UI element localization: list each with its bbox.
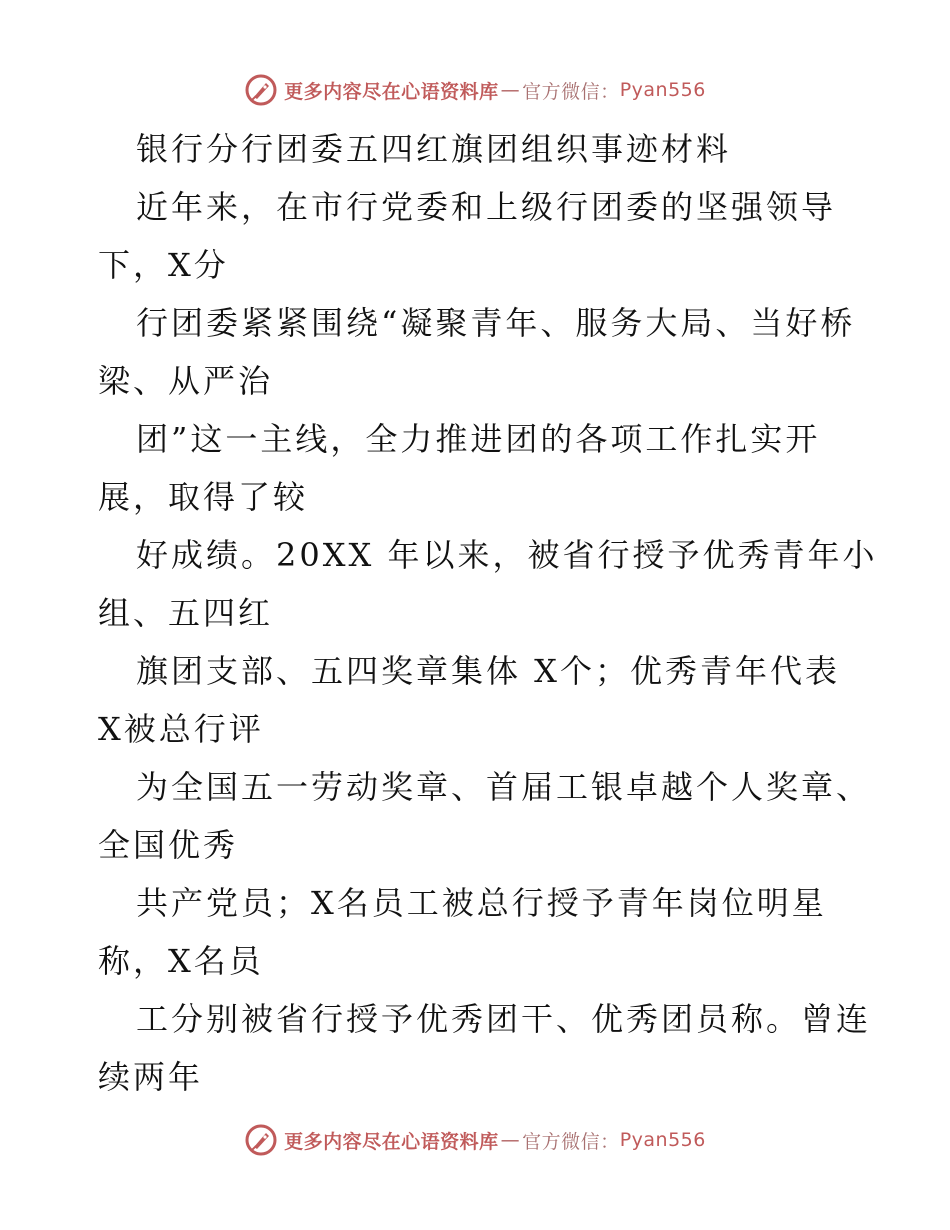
text-line: 下，X分 — [98, 246, 229, 284]
text-line: X被总行评 — [98, 710, 264, 748]
text-line: 续两年 — [98, 1058, 204, 1096]
text-line: 行团委紧紧围绕“凝聚青年、服务大局、当好桥 — [136, 304, 856, 342]
watermark-dash: — — [500, 1129, 521, 1151]
text-line: 好成绩。20XX 年以来，被省行授予优秀青年小 — [136, 536, 878, 574]
text-line: 展，取得了较 — [98, 478, 309, 516]
text-line: 为全国五一劳动奖章、首届工银卓越个人奖章、 — [136, 768, 872, 806]
text-line: 共产党员；X名员工被总行授予青年岗位明星 — [136, 884, 827, 922]
text-line: 称，X名员 — [98, 942, 264, 980]
header-watermark — [0, 70, 950, 110]
text-line: 近年来，在市行党委和上级行团委的坚强领导 — [136, 188, 837, 226]
text-line: 旗团支部、五四奖章集体 X个；优秀青年代表 — [136, 652, 840, 690]
watermark-dash: — — [500, 79, 521, 101]
text-line: 团”这一主线，全力推进团的各项工作扎实开 — [136, 420, 821, 458]
document-body — [98, 120, 888, 1106]
watermark-wechat-id: Pyan556 — [619, 79, 706, 101]
pen-nib-seal-icon — [244, 1123, 278, 1157]
watermark-wechat-label: 官方微信： — [522, 80, 620, 103]
footer-watermark — [0, 1120, 950, 1160]
text-line: 全国优秀 — [98, 826, 239, 864]
text-line: 组、五四红 — [98, 594, 274, 632]
text-line: 工分别被省行授予优秀团干、优秀团员称。曾连 — [136, 1000, 872, 1038]
watermark-wechat-label: 官方微信： — [522, 1130, 620, 1153]
watermark-text: 更多内容尽在心语资料库 — [284, 80, 499, 103]
document-title: 银行分行团委五四红旗团组织事迹材料 — [136, 130, 732, 168]
watermark-text: 更多内容尽在心语资料库 — [284, 1130, 499, 1153]
watermark-wechat-id: Pyan556 — [619, 1129, 706, 1151]
pen-nib-seal-icon — [244, 73, 278, 107]
text-line: 梁、从严治 — [98, 362, 274, 400]
